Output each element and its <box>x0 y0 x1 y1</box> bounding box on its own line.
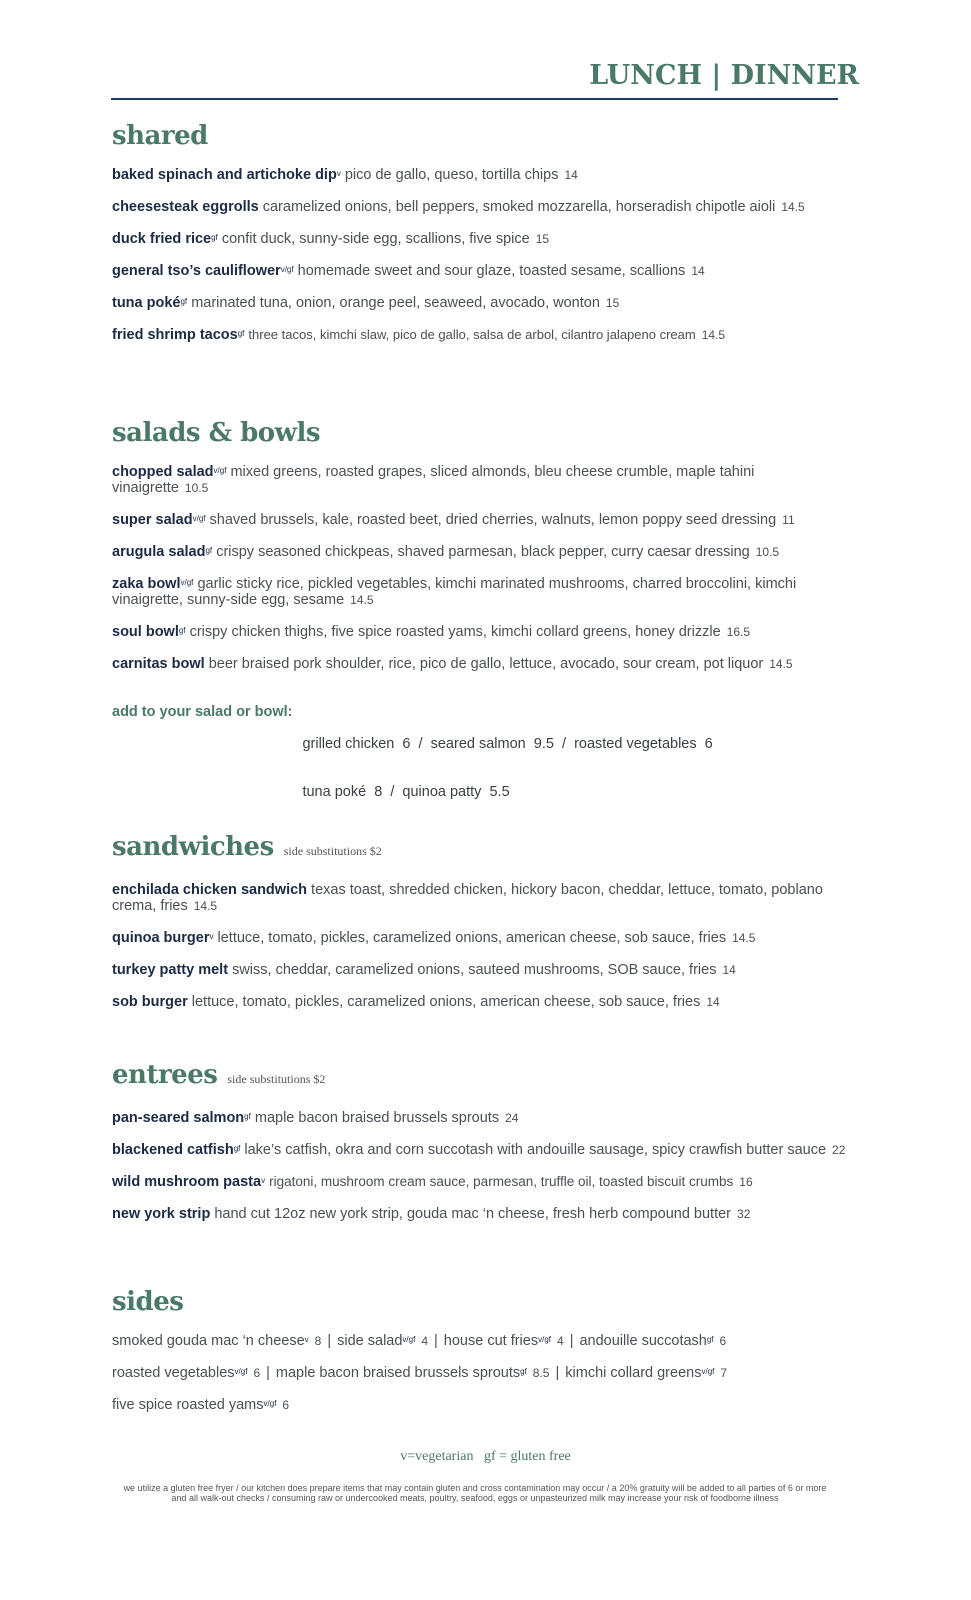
menu-item: duck fried rice$^{gf}$ confit duck, sunny-side egg, scallions, five spice 15 <box>112 231 550 247</box>
side-substitution-note: side substitutions $2 <box>227 1072 326 1086</box>
section-title: sandwiches side substitutions $2 <box>112 832 382 862</box>
menu-item: fried shrimp tacos$^{gf}$ three tacos, kimchi slaw, pico de gallo, salsa de arbol, cilantro jalapeno cream 14.5 <box>112 327 726 343</box>
menu-item: soul bowl$^{gf}$ crispy chicken thighs, five spice roasted yams, kimchi collard greens, honey drizzle 16.5 <box>112 624 751 640</box>
menu-item: general tso’s cauliflower$^{v/gf}$ homemade sweet and sour glaze, toasted sesame, scallions 14 <box>112 263 705 279</box>
addon-row <box>112 704 852 832</box>
menu-item: baked spinach and artichoke dip$^v$ pico de gallo, queso, tortilla chips 14 <box>112 167 578 183</box>
addon-label: add to your salad or bowl: <box>112 704 293 720</box>
section-shared <box>112 121 852 343</box>
menu-item: quinoa burger$^v$ lettuce, tomato, pickles, caramelized onions, american cheese, sob sauce, fries 14.5 <box>112 930 756 946</box>
sides-row: smoked gouda mac ‘n cheese$^v$ 8 | side salad$^{v/gf}$ 4 | house cut fries$^{v/gf}$ 4 | andouille succotash$^{gf}$ 6 <box>112 1333 727 1349</box>
section-entrees <box>112 1060 852 1222</box>
section-title: salads & bowls <box>112 418 321 448</box>
section-title: shared <box>112 121 208 151</box>
menu-item: new york strip hand cut 12oz new york strip, gouda mac ‘n cheese, fresh herb compound butter 32 <box>112 1206 751 1222</box>
addon-options: grilled chicken 6 / seared salmon 9.5 / roasted vegetables 6 tuna poké 8 / quinoa patty 5.5 <box>302 736 713 800</box>
side-substitution-note: side substitutions $2 <box>283 844 382 858</box>
menu-item: super salad$^{v/gf}$ shaved brussels, kale, roasted beet, dried cherries, walnuts, lemon poppy seed dressing 11 <box>112 512 795 528</box>
menu-item: cheesesteak eggrolls caramelized onions, bell peppers, smoked mozzarella, horseradish chipotle aioli 14.5 <box>112 199 805 215</box>
section-title: sides <box>112 1287 184 1317</box>
section-title: entrees side substitutions $2 <box>112 1060 326 1090</box>
menu-item: carnitas bowl beer braised pork shoulder, rice, pico de gallo, lettuce, avocado, sour cream, pot liquor 14.5 <box>112 656 793 672</box>
menu-item: sob burger lettuce, tomato, pickles, caramelized onions, american cheese, sob sauce, fries 14 <box>112 994 720 1010</box>
sides-row: five spice roasted yams$^{v/gf}$ 6 <box>112 1397 290 1413</box>
menu-item: enchilada chicken sandwich texas toast, shredded chicken, hickory bacon, cheddar, lettuce, tomato, poblano crema, fries 14.5 <box>112 882 823 914</box>
dietary-legend: v=vegetarian gf = gluten free <box>400 1449 571 1464</box>
section-salads-bowls <box>112 418 852 832</box>
menu-item: zaka bowl$^{v/gf}$ garlic sticky rice, pickled vegetables, kimchi marinated mushrooms, charred broccolini, kimchi vinaigrette, sunny-side egg, sesame 14.5 <box>112 576 797 608</box>
menu-item: arugula salad$^{gf}$ crispy seasoned chickpeas, shaved parmesan, black pepper, curry caesar dressing 10.5 <box>112 544 780 560</box>
menu-item: pan-seared salmon$^{gf}$ maple bacon braised brussels sprouts 24 <box>112 1110 519 1126</box>
menu-item: turkey patty melt swiss, cheddar, caramelized onions, sauteed mushrooms, SOB sauce, fries 14 <box>112 962 736 978</box>
menu-item: blackened catfish$^{gf}$ lake’s catfish, okra and corn succotash with andouille sausage, spicy crawfish butter sauce 22 <box>112 1142 846 1158</box>
header-divider <box>111 98 838 100</box>
menu-item: wild mushroom pasta$^v$ rigatoni, mushroom cream sauce, parmesan, truffle oil, toasted biscuit crumbs 16 <box>112 1174 753 1190</box>
disclaimer: we utilize a gluten free fryer / our kitchen does prepare items that may contain gluten and cross contamination may occur / a 20% gratuity will be added to all parties of 6 or more and all walk-out checks / consuming raw or undercooked meats, poultry, seafood, eggs or unpasteurized milk may increase your risk of foodborne illness <box>123 1483 827 1503</box>
section-sandwiches <box>112 832 852 1010</box>
section-sides <box>112 1287 852 1413</box>
menu-title: LUNCH | DINNER <box>589 60 859 91</box>
menu-item: chopped salad$^{v/gf}$ mixed greens, roasted grapes, sliced almonds, bleu cheese crumble, maple tahini vinaigrette 10.5 <box>112 464 755 496</box>
sides-row: roasted vegetables$^{v/gf}$ 6 | maple bacon braised brussels sprouts$^{gf}$ 8.5 | kimchi collard greens$^{v/gf}$ 7 <box>112 1365 728 1381</box>
menu-item: tuna poké$^{gf}$ marinated tuna, onion, orange peel, seaweed, avocado, wonton 15 <box>112 295 620 311</box>
